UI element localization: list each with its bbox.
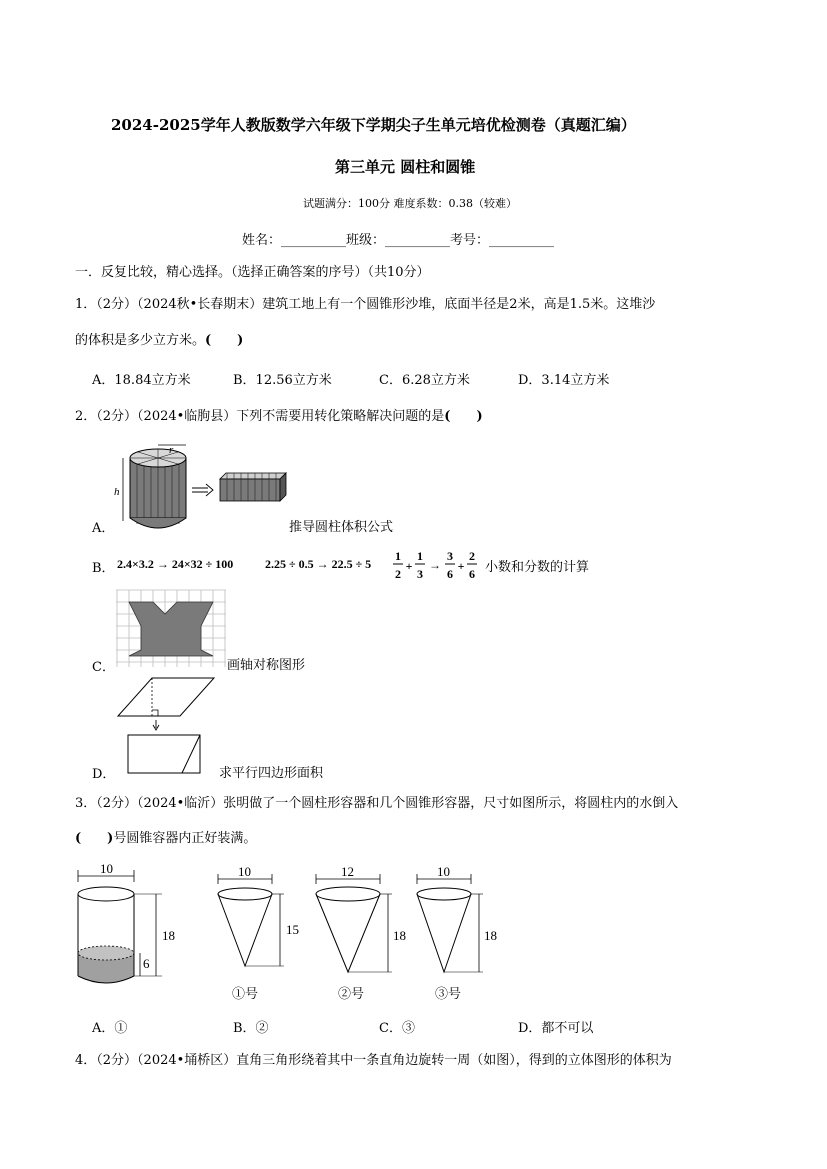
student-info-line: 姓名：__________班级：__________考号：__________ (242, 233, 555, 248)
radius-label: r (169, 444, 174, 456)
frac-d-den: 6 (469, 567, 475, 581)
svg-text:+: + (405, 559, 413, 573)
q2-option-c-label[interactable]: C． (92, 660, 115, 675)
q3-stem-text: 号圆锥容器内正好装满。 (113, 831, 257, 846)
unit-subtitle: 第三单元 圆柱和圆锥 (335, 158, 476, 176)
frac-c-num: 3 (447, 549, 453, 563)
cone1-label: ①号 (232, 986, 259, 1001)
cylinder-height-label: 18 (162, 928, 175, 943)
frac-d-num: 2 (469, 549, 475, 563)
q2-answer-paren: ( ) (444, 409, 483, 424)
q1-answer-paren: ( ) (205, 333, 244, 348)
q3-option-c[interactable]: C．③ (379, 1021, 415, 1036)
q1-option-c[interactable]: C．6.28立方米 (379, 373, 470, 388)
cone1-height-label: 15 (286, 922, 299, 937)
cylinder-to-cuboid-figure (112, 443, 292, 533)
cone2-label: ②号 (338, 986, 365, 1001)
q3-answer-paren: ( ) (75, 831, 114, 846)
q2-option-b-text: 小数和分数的计算 (485, 560, 590, 575)
q2-option-b-label[interactable]: B． (92, 561, 115, 576)
svg-text:→: → (429, 558, 441, 572)
frac-a-den: 2 (395, 567, 401, 581)
cone3-label: ③号 (435, 986, 462, 1001)
symmetry-grid-figure (116, 589, 228, 669)
containers-figure (70, 860, 510, 1008)
q3-stem-line2 (75, 827, 256, 846)
q3-option-b[interactable]: B．② (233, 1021, 269, 1036)
section-heading: 一．反复比较，精心选择。（选择正确答案的序号）（共10分） (75, 265, 430, 280)
q1-stem-line2 (75, 329, 243, 348)
q2-b-expression-1: 2.4×3.2 → 24×32 ÷ 100 (117, 557, 234, 571)
frac-a-num: 1 (395, 549, 401, 563)
q2-stem-text: 2．（2分）（2024•临朐县）下列不需要用转化策略解决问题的是 (75, 409, 445, 424)
q2-option-a-text: 推导圆柱体积公式 (289, 520, 394, 535)
q3-stem-line1: 3．（2分）（2024•临沂）张明做了一个圆柱形容器和几个圆锥形容器，尺寸如图所示，将圆柱内的水倒入 (75, 796, 679, 811)
q3-option-a[interactable]: A．① (92, 1021, 128, 1036)
q2-option-d-text: 求平行四边形面积 (219, 766, 324, 781)
page-title: 2024-2025学年人教版数学六年级下学期尖子生单元培优检测卷（真题汇编） (111, 116, 636, 134)
cone1-diameter-label: 10 (238, 864, 251, 879)
q2-stem (75, 405, 483, 424)
frac-b-den: 3 (417, 567, 423, 581)
q1-stem-text: 的体积是多少立方米。 (75, 333, 206, 348)
q1-option-a[interactable]: A．18.84立方米 (92, 373, 191, 388)
cone2-height-label: 18 (393, 928, 406, 943)
q2-b-expression-2: 2.25 ÷ 0.5 → 22.5 ÷ 5 (265, 557, 372, 571)
parallelogram-to-rectangle-figure (112, 672, 222, 780)
frac-b-num: 1 (417, 549, 423, 563)
q4-stem-line1: 4．（2分）（2024•埇桥区）直角三角形绕着其中一条直角边旋转一周（如图），得到的立体图形的体积为 (75, 1053, 672, 1068)
exam-meta: 试题满分：100分 难度系数：0.38（较难） (303, 197, 517, 210)
q2-option-c-text: 画轴对称图形 (227, 658, 306, 673)
cylinder-water-label: 6 (143, 956, 150, 971)
q2-option-d-label[interactable]: D． (92, 767, 116, 782)
q1-option-b[interactable]: B．12.56立方米 (233, 373, 332, 388)
cone3-diameter-label: 10 (437, 864, 450, 879)
q1-option-d[interactable]: D．3.14立方米 (518, 373, 610, 388)
cylinder-diameter-label: 10 (100, 861, 113, 876)
cone2-diameter-label: 12 (341, 864, 354, 879)
q2-option-a-label[interactable]: A． (92, 521, 115, 536)
q1-stem-line1: 1．（2分）（2024秋•长春期末）建筑工地上有一个圆锥形沙堆，底面半径是2米，高是1.5米。这堆沙 (75, 297, 656, 312)
q3-option-d[interactable]: D．都不可以 (518, 1021, 594, 1036)
frac-c-den: 6 (447, 567, 453, 581)
q2-b-fractions (392, 548, 484, 584)
cone3-height-label: 18 (484, 928, 497, 943)
svg-text:+: + (457, 559, 465, 573)
height-label: h (114, 486, 120, 498)
